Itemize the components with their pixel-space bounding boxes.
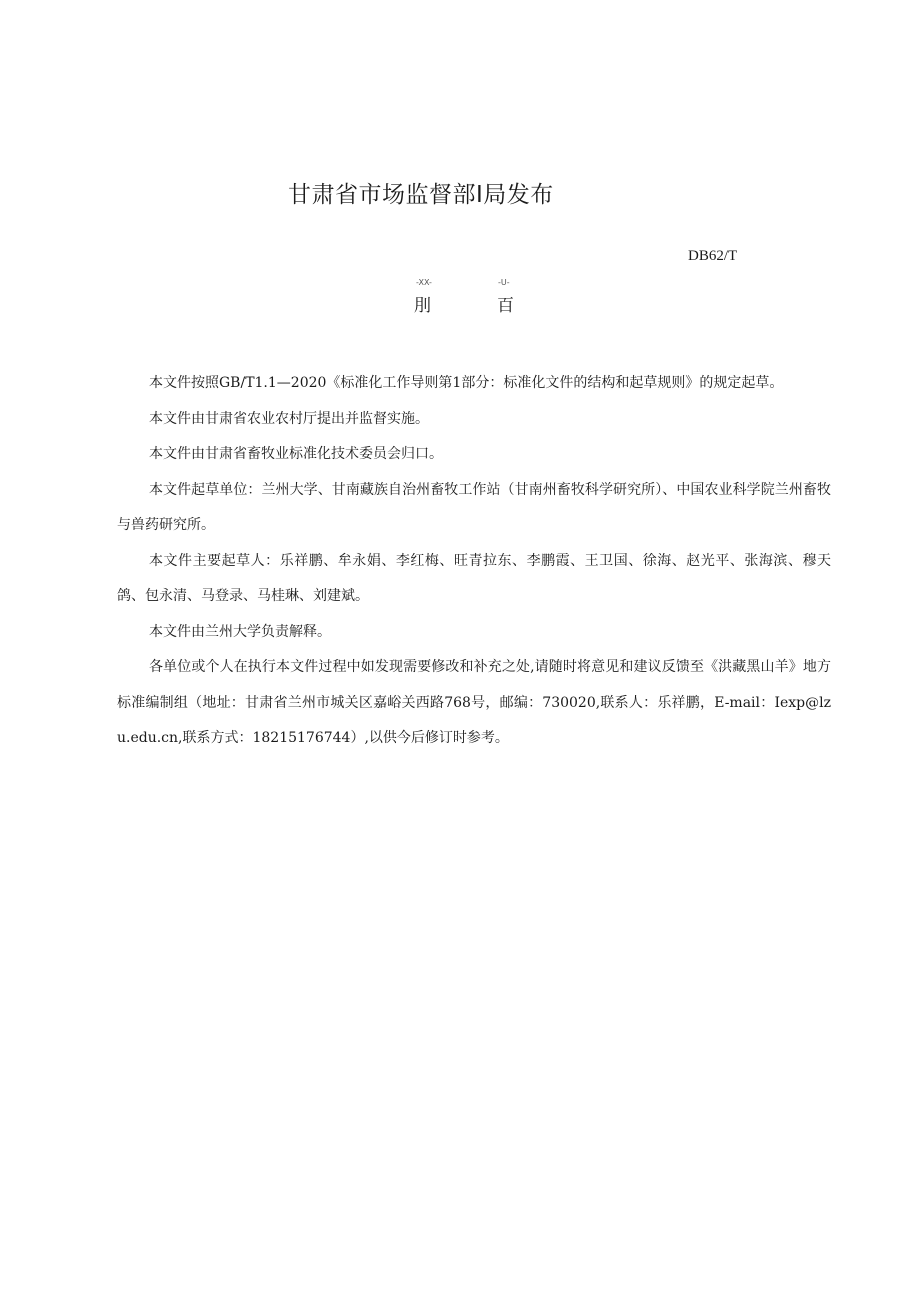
- heading-left-char: 刖: [414, 296, 431, 316]
- foreword-body: [117, 366, 831, 757]
- publisher-line: 甘肃省市场监督部Ⅰ局发布: [288, 182, 554, 208]
- heading-left-mark: -XX-: [416, 278, 432, 287]
- document-code: DB62/T: [688, 248, 738, 264]
- heading-right-mark: -U-: [498, 278, 510, 287]
- paragraph-proposer: 本文件由甘肃省农业农村厅提出并监督实施。: [149, 410, 429, 427]
- paragraph-drafters: 本文件主要起草人：乐祥鹏、牟永娟、李红梅、旺青拉东、李鹏霞、王卫国、徐海、赵光平、张海滨、穆天鸽、包永清、马登录、马桂琳、刘建斌。: [117, 552, 831, 604]
- paragraph-feedback: 各单位或个人在执行本文件过程中如发现需要修改和补充之处,请随时将意见和建议反馈至《洪藏黑山羊》地方标准编制组（地址：甘肃省兰州市城关区嘉峪关西路768号，邮编：730020,联系人：乐祥鹏，E-mail：Iexp@lzu.edu.cn,联系方式：18215176744）,以供今后修订时参考。: [117, 659, 831, 746]
- heading-right-char: 百: [497, 296, 514, 316]
- paragraph-drafting-units: 本文件起草单位：兰州大学、甘南藏族自治州畜牧工作站（甘南州畜牧科学研究所）、中国农业科学院兰州畜牧与兽药研究所。: [117, 481, 831, 533]
- paragraph-drafting-rules: 本文件按照GB/T1.1—2020《标准化工作导则第1部分：标准化文件的结构和起草规则》的规定起草。: [149, 375, 784, 391]
- paragraph-interpretation: 本文件由兰州大学负责解释。: [149, 623, 331, 640]
- paragraph-committee: 本文件由甘肃省畜牧业标准化技术委员会归口。: [149, 446, 443, 462]
